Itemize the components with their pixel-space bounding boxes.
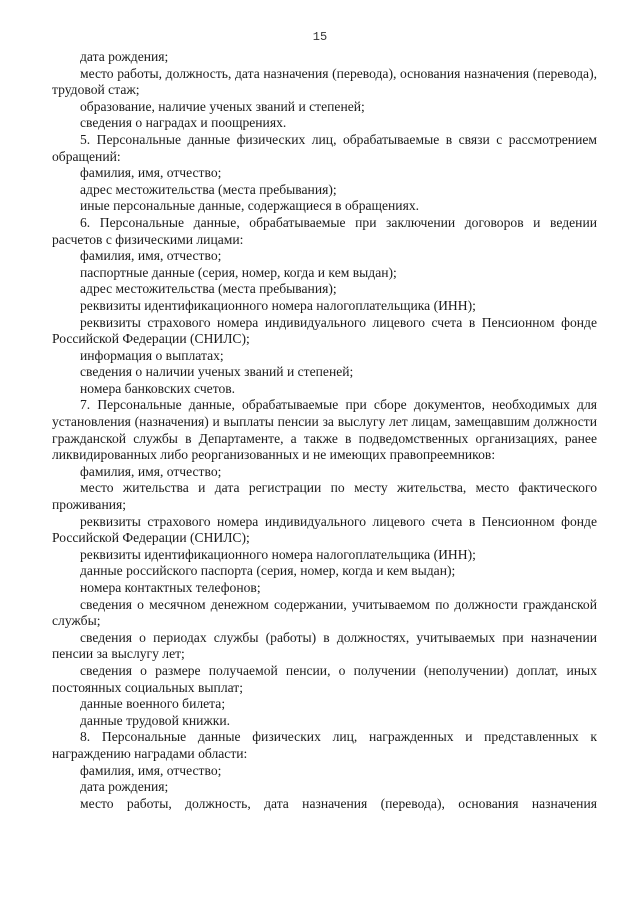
paragraph: данные трудовой книжки. [80, 712, 231, 728]
paragraph: место жительства и дата регистрации по месту жительства, место фактического проживания; [52, 480, 597, 513]
paragraph: место работы, должность, дата назначения (перевода), основания назначения [80, 795, 597, 811]
paragraph: дата рождения; [80, 779, 169, 795]
paragraph: номера контактных телефонов; [80, 580, 261, 595]
paragraph: сведения о месячном денежном содержании, учитываемом по должности гражданской службы; [52, 596, 597, 629]
paragraph: сведения о наградах и поощрениях. [80, 115, 287, 131]
paragraph: номера банковских счетов. [80, 380, 236, 396]
paragraph: сведения о наличии ученых званий и степеней; [80, 364, 354, 380]
paragraph: данные военного билета; [80, 696, 226, 712]
paragraph: реквизиты страхового номера индивидуального лицевого счета в Пенсионном фонде Российской Федерации (СНИЛС); [52, 314, 597, 347]
paragraph: реквизиты идентификационного номера налогоплательщика (ИНН); [80, 297, 476, 313]
paragraph: фамилия, имя, отчество; [80, 248, 222, 264]
paragraph: фамилия, имя, отчество; [80, 463, 222, 479]
paragraph: дата рождения; [80, 49, 169, 64]
paragraph: фамилия, имя, отчество; [80, 165, 222, 181]
section-heading-5: 5. Персональные данные физических лиц, обрабатываемые в связи с рассмотрением обращений: [52, 131, 597, 164]
section-heading-6: 6. Персональные данные, обрабатываемые при заключении договоров и ведении расчетов с физическими лицами: [52, 214, 597, 247]
paragraph: информация о выплатах; [80, 347, 224, 363]
paragraph: адрес местожительства (места пребывания); [80, 181, 337, 197]
paragraph: адрес местожительства (места пребывания); [80, 281, 337, 297]
section-heading-8: 8. Персональные данные физических лиц, награжденных и представленных к награждению наградами области: [52, 729, 597, 761]
document-body [52, 49, 597, 812]
paragraph: место работы, должность, дата назначения (перевода), основания назначения (перевода), трудовой стаж; [52, 65, 597, 98]
paragraph: данные российского паспорта (серия, номер, когда и кем выдан); [80, 563, 456, 579]
paragraph: сведения о размере получаемой пенсии, о получении (неполучении) доплат, иных постоянных социальных выплат; [52, 662, 597, 695]
paragraph: реквизиты страхового номера индивидуального лицевого счета в Пенсионном фонде Российской Федерации (СНИЛС); [52, 513, 597, 546]
page-number: 15 [312, 30, 328, 44]
paragraph: реквизиты идентификационного номера налогоплательщика (ИНН); [80, 546, 476, 562]
paragraph: фамилия, имя, отчество; [80, 762, 222, 778]
paragraph: сведения о периодах службы (работы) в должностях, учитываемых при назначении пенсии за выслугу лет; [52, 629, 597, 662]
paragraph: паспортные данные (серия, номер, когда и кем выдан); [80, 264, 397, 280]
paragraph: образование, наличие ученых званий и степеней; [80, 98, 365, 114]
paragraph: иные персональные данные, содержащиеся в обращениях. [80, 198, 420, 214]
section-heading-7: 7. Персональные данные, обрабатываемые при сборе документов, необходимых для установления (назначения) и выплаты пенсии за выслугу лет лицам, замещавшим должности гражданской службы в Департаменте, а также в подведомственных организациях, ранее ликвидированных либо реорганизованных и не имеющих правопреемников: [52, 397, 597, 463]
